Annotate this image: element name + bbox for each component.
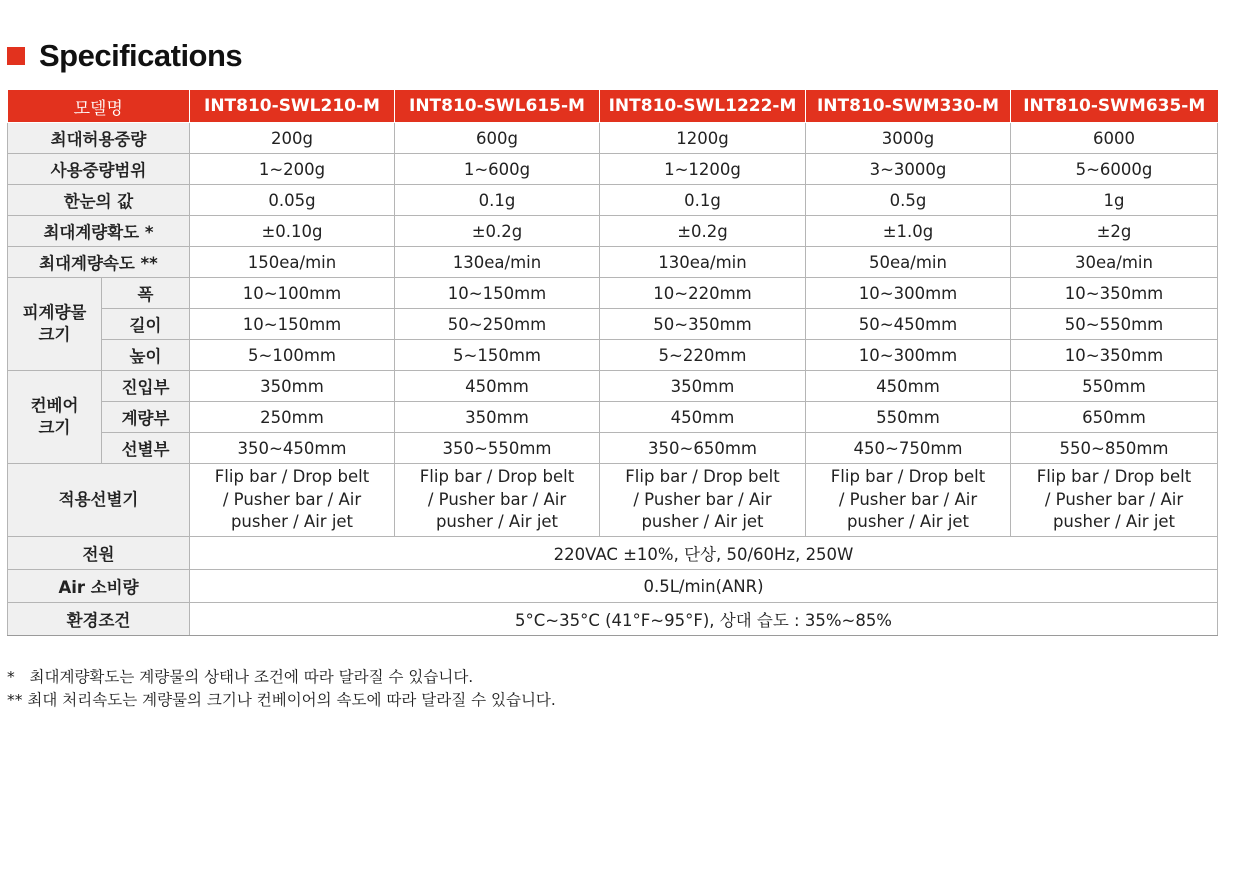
table-cell: 350~550mm <box>395 433 600 464</box>
table-cell: 5~220mm <box>600 340 806 371</box>
sub-label: 높이 <box>102 340 190 371</box>
sorter-cell <box>806 464 1011 537</box>
header-model: INT810-SWL615-M <box>395 90 600 123</box>
table-row-accuracy <box>8 216 1218 247</box>
row-label: 최대계량속도 ** <box>8 247 190 278</box>
group-label-line: 크기 <box>38 325 71 344</box>
table-cell: 10~220mm <box>600 278 806 309</box>
table-cell: 250mm <box>190 402 395 433</box>
table-cell: 150ea/min <box>190 247 395 278</box>
row-label: 사용중량범위 <box>8 154 190 185</box>
table-cell: 50ea/min <box>806 247 1011 278</box>
table-row-object-width <box>8 278 1218 309</box>
table-cell: 10~100mm <box>190 278 395 309</box>
table-cell: 10~150mm <box>395 278 600 309</box>
table-row-object-height <box>8 340 1218 371</box>
sorter-cell <box>395 464 600 537</box>
power-value: 220VAC ±10%, 단상, 50/60Hz, 250W <box>190 537 1218 570</box>
row-label: 최대허용중량 <box>8 123 190 154</box>
table-cell: 10~350mm <box>1011 278 1218 309</box>
table-cell: 350~450mm <box>190 433 395 464</box>
table-cell: 10~350mm <box>1011 340 1218 371</box>
group-label-conveyor-size <box>8 371 102 464</box>
sorter-line: pusher / Air jet <box>846 512 970 532</box>
table-cell: 3~3000g <box>806 154 1011 185</box>
section-title-block <box>7 36 242 76</box>
table-cell: ±2g <box>1011 216 1218 247</box>
table-cell: 450mm <box>395 371 600 402</box>
table-cell: 450mm <box>806 371 1011 402</box>
table-cell: 0.5g <box>806 185 1011 216</box>
table-row-air <box>8 570 1218 603</box>
table-cell: 1~600g <box>395 154 600 185</box>
table-row-sorter <box>8 464 1218 537</box>
air-value: 0.5L/min(ANR) <box>190 570 1218 603</box>
environment-value: 5°C~35°C (41°F~95°F), 상대 습도 : 35%~85% <box>190 603 1218 636</box>
sub-label: 폭 <box>102 278 190 309</box>
table-cell: 350mm <box>395 402 600 433</box>
table-cell: 5~6000g <box>1011 154 1218 185</box>
table-cell: 0.05g <box>190 185 395 216</box>
group-label-line: 컨베어 <box>30 396 79 415</box>
table-cell: 5~100mm <box>190 340 395 371</box>
table-cell: 50~250mm <box>395 309 600 340</box>
table-row-speed <box>8 247 1218 278</box>
sorter-cell <box>600 464 806 537</box>
table-row-environment <box>8 603 1218 636</box>
group-label-object-size <box>8 278 102 371</box>
sorter-line: pusher / Air jet <box>1052 512 1176 532</box>
sorter-line: / Pusher bar / Air <box>222 489 362 509</box>
footnote: ** 최대 처리속도는 계량물의 크기나 컨베이어의 속도에 따라 달라질 수 있습니다. <box>7 691 556 709</box>
table-cell: 550mm <box>806 402 1011 433</box>
title-bullet-square <box>7 47 25 65</box>
table-cell: 6000 <box>1011 123 1218 154</box>
sorter-cell <box>190 464 395 537</box>
table-cell: 600g <box>395 123 600 154</box>
table-cell: 130ea/min <box>395 247 600 278</box>
sub-label: 계량부 <box>102 402 190 433</box>
sorter-cell <box>1011 464 1218 537</box>
table-header-row <box>8 90 1218 123</box>
table-row-object-length <box>8 309 1218 340</box>
table-cell: ±0.10g <box>190 216 395 247</box>
table-row-power <box>8 537 1218 570</box>
table-row-conveyor-weigh <box>8 402 1218 433</box>
table-cell: 450mm <box>600 402 806 433</box>
row-label: 적용선별기 <box>8 464 190 537</box>
sorter-line: / Pusher bar / Air <box>427 489 567 509</box>
sub-label: 길이 <box>102 309 190 340</box>
table-cell: 3000g <box>806 123 1011 154</box>
sorter-line: Flip bar / Drop belt <box>419 467 575 487</box>
sorter-line: Flip bar / Drop belt <box>625 467 780 487</box>
table-cell: 130ea/min <box>600 247 806 278</box>
table-cell: ±1.0g <box>806 216 1011 247</box>
table-row-conveyor-infeed <box>8 371 1218 402</box>
table-cell: 1g <box>1011 185 1218 216</box>
table-cell: ±0.2g <box>395 216 600 247</box>
table-cell: 30ea/min <box>1011 247 1218 278</box>
sorter-line: / Pusher bar / Air <box>838 489 978 509</box>
table-cell: 550mm <box>1011 371 1218 402</box>
table-cell: 0.1g <box>395 185 600 216</box>
sub-label: 진입부 <box>102 371 190 402</box>
sorter-line: pusher / Air jet <box>641 512 764 532</box>
table-cell: 350mm <box>190 371 395 402</box>
table-cell: 1~200g <box>190 154 395 185</box>
header-model: INT810-SWM635-M <box>1011 90 1218 123</box>
table-cell: 1~1200g <box>600 154 806 185</box>
table-row-division <box>8 185 1218 216</box>
table-cell: 5~150mm <box>395 340 600 371</box>
row-label: Air 소비량 <box>8 570 190 603</box>
table-cell: 0.1g <box>600 185 806 216</box>
table-cell: 650mm <box>1011 402 1218 433</box>
table-cell: 10~300mm <box>806 340 1011 371</box>
table-cell: 200g <box>190 123 395 154</box>
group-label-line: 피계량물 <box>22 303 87 322</box>
table-row-conveyor-sort <box>8 433 1218 464</box>
table-cell: 1200g <box>600 123 806 154</box>
sorter-line: Flip bar / Drop belt <box>830 467 986 487</box>
sorter-line: Flip bar / Drop belt <box>214 467 370 487</box>
table-cell: 10~300mm <box>806 278 1011 309</box>
footnotes <box>7 666 556 712</box>
sorter-line: pusher / Air jet <box>435 512 559 532</box>
table-cell: 450~750mm <box>806 433 1011 464</box>
header-model: INT810-SWL210-M <box>190 90 395 123</box>
table-cell: ±0.2g <box>600 216 806 247</box>
table-cell: 50~450mm <box>806 309 1011 340</box>
table-cell: 50~350mm <box>600 309 806 340</box>
table-cell: 350~650mm <box>600 433 806 464</box>
row-label: 환경조건 <box>8 603 190 636</box>
table-cell: 350mm <box>600 371 806 402</box>
sorter-line: Flip bar / Drop belt <box>1036 467 1192 487</box>
row-label: 최대계량확도 * <box>8 216 190 247</box>
sorter-line: / Pusher bar / Air <box>1044 489 1184 509</box>
sub-label: 선별부 <box>102 433 190 464</box>
sorter-line: / Pusher bar / Air <box>633 489 772 509</box>
row-label: 한눈의 값 <box>8 185 190 216</box>
page-title: Specifications <box>39 38 243 73</box>
header-model: INT810-SWL1222-M <box>600 90 806 123</box>
table-cell: 50~550mm <box>1011 309 1218 340</box>
header-model: INT810-SWM330-M <box>806 90 1011 123</box>
sorter-line: pusher / Air jet <box>230 512 354 532</box>
group-label-line: 크기 <box>38 418 71 437</box>
row-label: 전원 <box>8 537 190 570</box>
table-row-range <box>8 154 1218 185</box>
table-cell: 10~150mm <box>190 309 395 340</box>
table-row-max-load <box>8 123 1218 154</box>
table-cell: 550~850mm <box>1011 433 1218 464</box>
spec-table <box>7 90 1218 636</box>
footnote: * 최대계량확도는 계량물의 상태나 조건에 따라 달라질 수 있습니다. <box>7 668 474 686</box>
header-model-label: 모델명 <box>8 90 190 123</box>
